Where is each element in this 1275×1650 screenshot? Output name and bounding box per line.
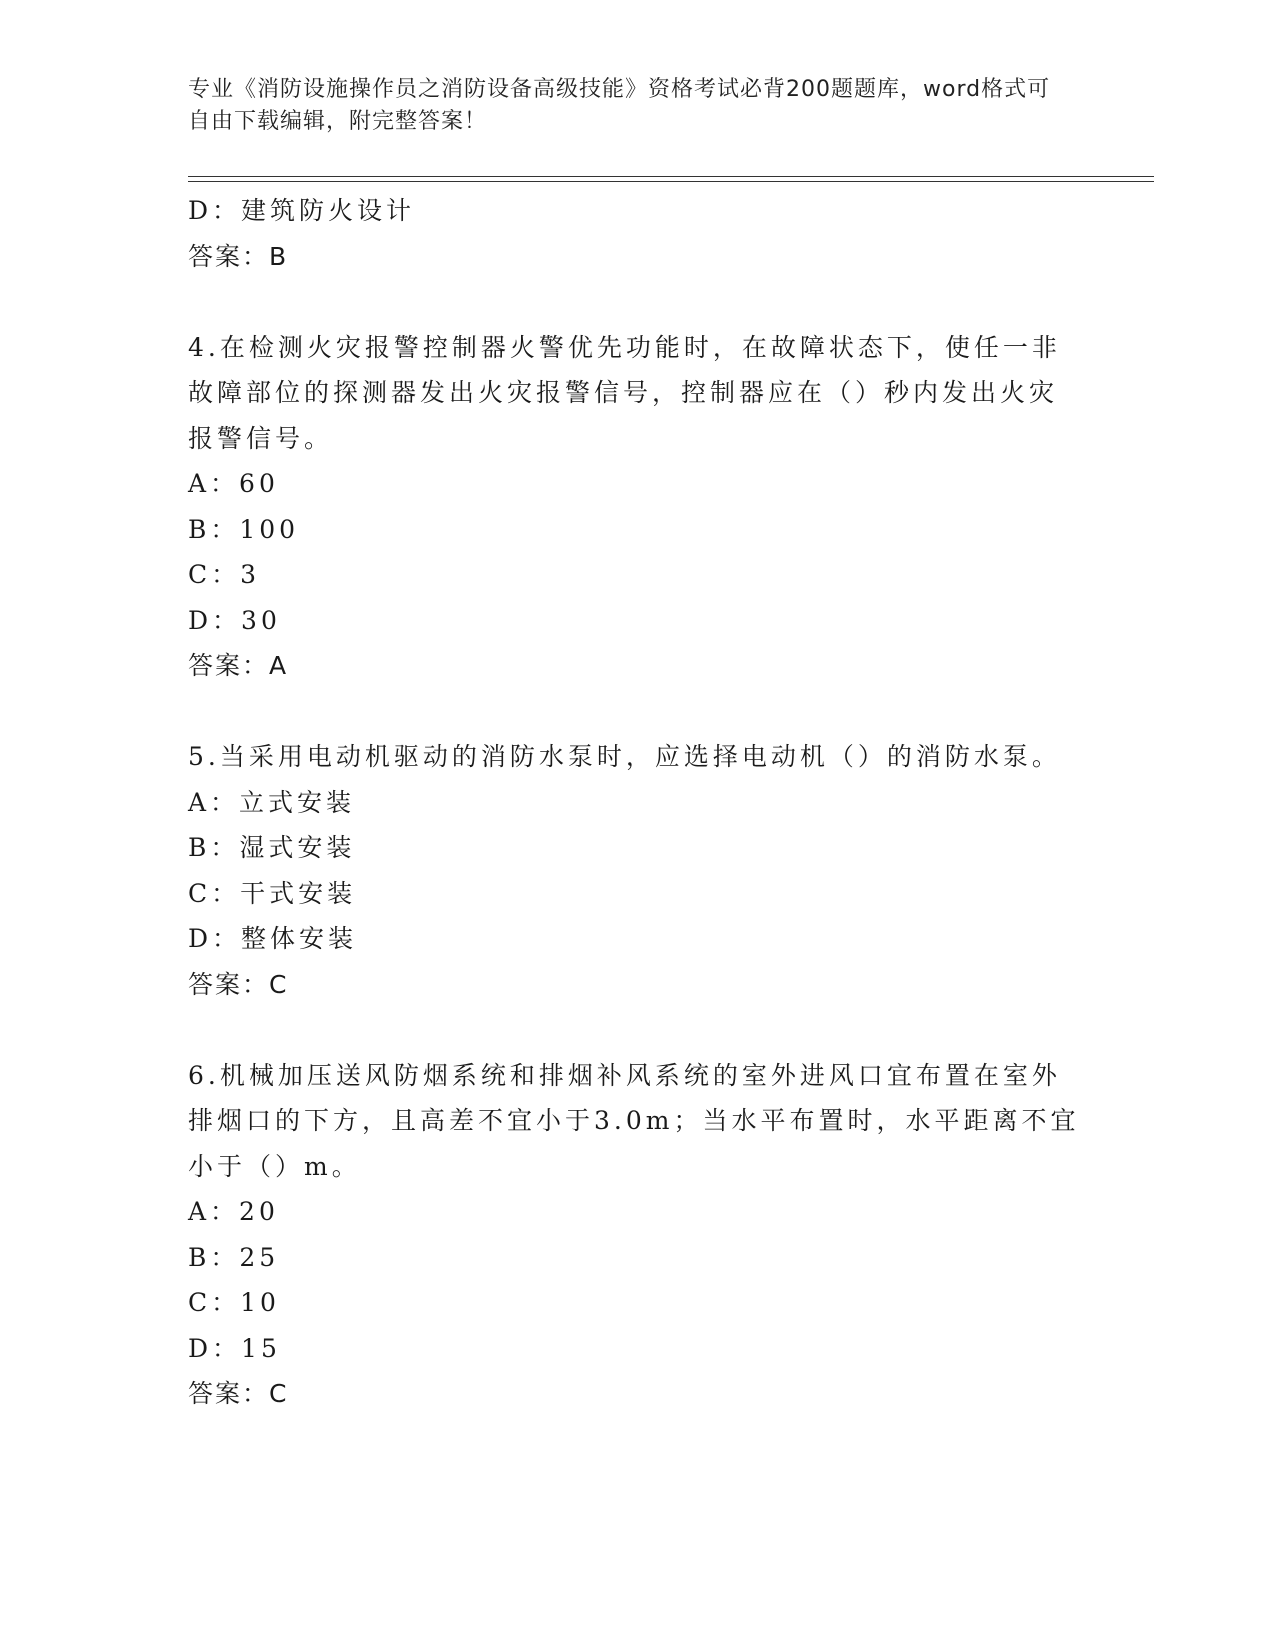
spacer [188,279,1068,325]
question-4 [188,325,1068,689]
option-a: A：立式安装 [188,787,356,817]
answer-line: 答案：C [188,1379,289,1408]
page-header: 专业《消防设施操作员之消防设备高级技能》资格考试必背200题题库，word格式可自由下载编辑，附完整答案！ [188,77,1051,134]
option-d: D：建筑防火设计 [188,196,416,225]
answer-line: 答案：B [188,241,289,271]
question-text-line: 5.当采用电动机驱动的消防水泵时，应选择电动机（）的消防水泵。 [188,742,1061,771]
question-text-line: 小于（）m。 [188,1151,361,1181]
option-c: C：3 [188,560,261,589]
question-text-line: 4.在检测火灾报警控制器火警优先功能时，在故障状态下，使任一非 [188,332,1061,362]
question-5 [188,734,1068,1007]
answer-line: 答案：A [188,651,289,680]
question-text-line: 排烟口的下方，且高差不宜小于3.0m；当水平布置时，水平距离不宜 [188,1106,1080,1135]
header-divider [188,176,1154,182]
option-b: B：25 [188,1242,280,1272]
option-d: D：30 [188,605,281,635]
option-b: B：湿式安装 [188,833,356,862]
spacer [188,1007,1068,1053]
option-d: D：整体安装 [188,924,358,953]
option-a: A：60 [188,469,279,498]
option-a: A：20 [188,1197,279,1226]
option-b: B：100 [188,514,300,544]
question-text-line: 报警信号。 [188,423,334,453]
option-d: D：15 [188,1333,281,1363]
option-c: C：10 [188,1288,280,1317]
spacer [188,689,1068,735]
question-6 [188,1053,1080,1417]
question-text-line: 6.机械加压送风防烟系统和排烟补风系统的室外进风口宜布置在室外 [188,1060,1061,1090]
option-c: C：干式安装 [188,878,357,908]
question-text-line: 故障部位的探测器发出火灾报警信号，控制器应在（）秒内发出火灾 [188,378,1059,407]
answer-line: 答案：C [188,969,289,999]
question-list [188,188,1080,1417]
